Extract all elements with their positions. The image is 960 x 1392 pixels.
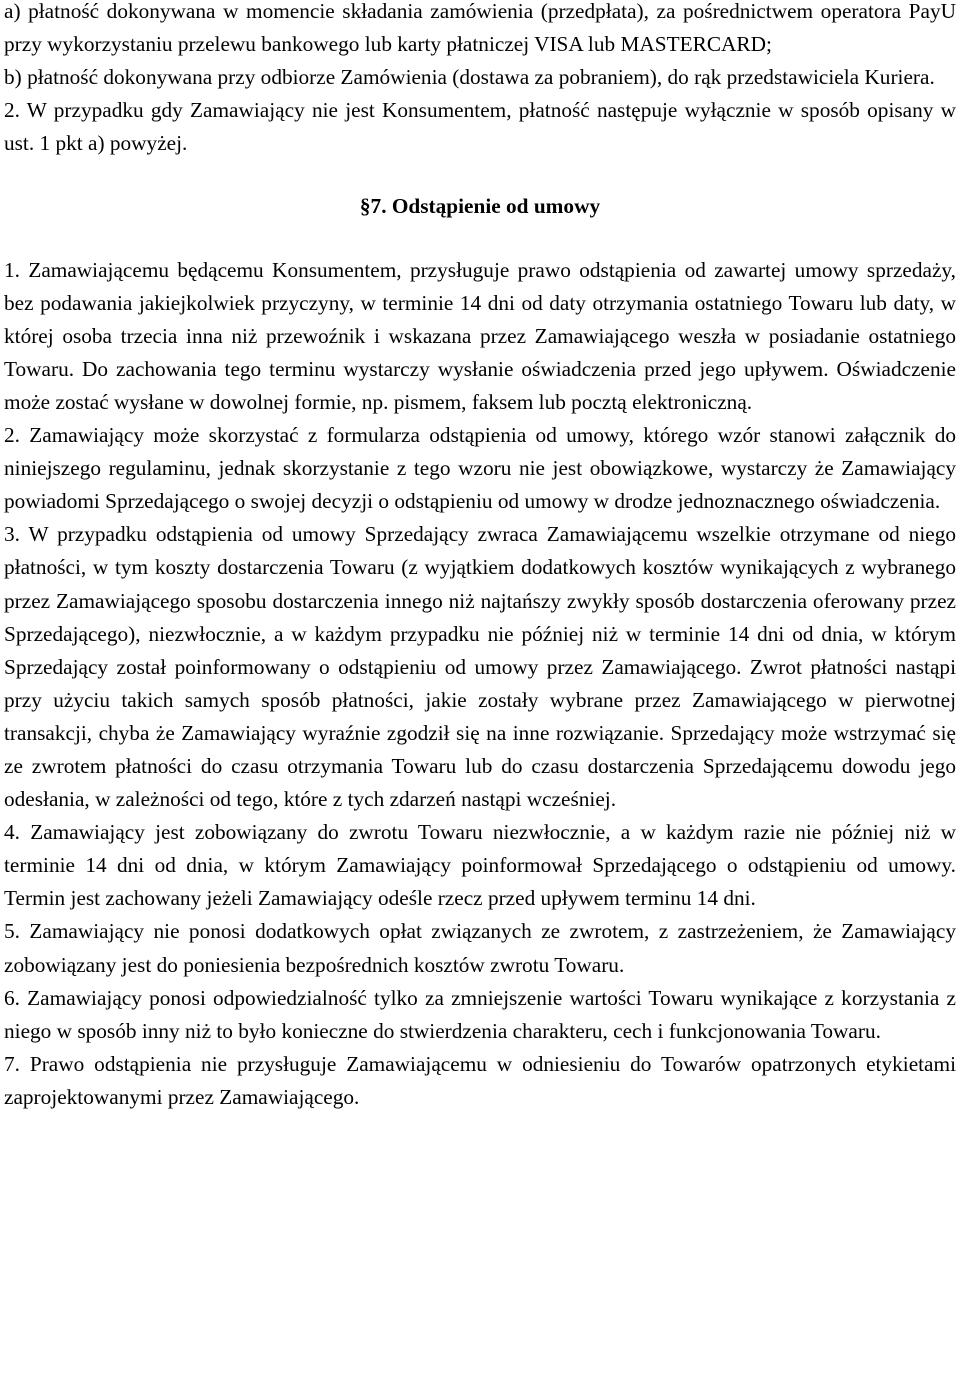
section-heading: §7. Odstąpienie od umowy (359, 194, 601, 219)
section-7-body (4, 254, 956, 1114)
withdrawal-point-1: 1. Zamawiającemu będącemu Konsumentem, przysługuje prawo odstąpienia od zawartej umowy sprzedaży, bez podawania jakiejkolwiek przyczyny, w terminie 14 dni od daty otrzymania ostatniego Towaru lub daty, w której osoba trzecia inna niż przewoźnik i wskazana przez Zamawiającego weszła w posiadanie ostatniego Towaru. Do zachowania tego terminu wystarczy wysłanie oświadczenia przed jego upływem. Oświadczenie może zostać wysłane w dowolnej formie, np. pismem, faksem lub pocztą elektroniczną. (4, 257, 956, 414)
withdrawal-point-5: 5. Zamawiający nie ponosi dodatkowych opłat związanych ze zwrotem, z zastrzeżeniem, że Zamawiający zobowiązany jest do poniesienia bezpośrednich kosztów zwrotu Towaru. (4, 919, 956, 977)
payment-point-2: 2. W przypadku gdy Zamawiający nie jest Konsumentem, płatność następuje wyłącznie w sposób opisany w ust. 1 pkt a) powyżej. (4, 98, 956, 156)
withdrawal-point-7: 7. Prawo odstąpienia nie przysługuje Zamawiającemu w odniesieniu do Towarów opatrzonych etykietami zaprojektowanymi przez Zamawiającego. (4, 1051, 956, 1109)
payment-option-a: a) płatność dokonywana w momencie składania zamówienia (przedpłata), za pośrednictwem operatora PayU przy wykorzystaniu przelewu bankowego lub karty płatniczej VISA lub MASTERCARD; (4, 0, 956, 57)
payment-option-b: b) płatność dokonywana przy odbiorze Zamówienia (dostawa za pobraniem), do rąk przedstawiciela Kuriera. (4, 65, 935, 90)
withdrawal-point-2: 2. Zamawiający może skorzystać z formularza odstąpienia od umowy, którego wzór stanowi załącznik do niniejszego regulaminu, jednak skorzystanie z tego wzoru nie jest obowiązkowe, wystarczy że Zamawiający powiadomi Sprzedającego o swojej decyzji o odstąpieniu od umowy w drodze jednoznacznego oświadczenia. (4, 423, 956, 514)
withdrawal-point-4: 4. Zamawiający jest zobowiązany do zwrotu Towaru niezwłocznie, a w każdym razie nie później niż w terminie 14 dni od dnia, w którym Zamawiający poinformował Sprzedającego o odstąpieniu od umowy. Termin jest zachowany jeżeli Zamawiający odeśle rzecz przed upływem terminu 14 dni. (4, 820, 956, 911)
withdrawal-point-6: 6. Zamawiający ponosi odpowiedzialność tylko za zmniejszenie wartości Towaru wynikające z korzystania z niego w sposób inny niż to było konieczne do stwierdzenia charakteru, cech i funkcjonowania Towaru. (4, 985, 956, 1043)
payment-methods-block (4, 0, 956, 160)
section-7-heading-block (4, 190, 956, 223)
withdrawal-point-3: 3. W przypadku odstąpienia od umowy Sprzedający zwraca Zamawiającemu wszelkie otrzymane od niego płatności, w tym koszty dostarczenia Towaru (z wyjątkiem dodatkowych kosztów wynikających z wybranego przez Zamawiającego sposobu dostarczenia innego niż najtańszy zwykły sposób dostarczenia oferowany przez Sprzedającego), niezwłocznie, a w każdym przypadku nie później niż w terminie 14 dni od dnia, w którym Sprzedający został poinformowany o odstąpieniu od umowy przez Zamawiającego. Zwrot płatności nastąpi przy użyciu takich samych sposób płatności, jakie zostały wybrane przez Zamawiającego w pierwotnej transakcji, chyba że Zamawiający wyraźnie zgodził się na inne rozwiązanie. Sprzedający może wstrzymać się ze zwrotem płatności do czasu otrzymania Towaru lub do czasu dostarczenia Sprzedającemu dowodu jego odesłania, w zależności od tego, które z tych zdarzeń nastąpi wcześniej. (4, 522, 956, 812)
